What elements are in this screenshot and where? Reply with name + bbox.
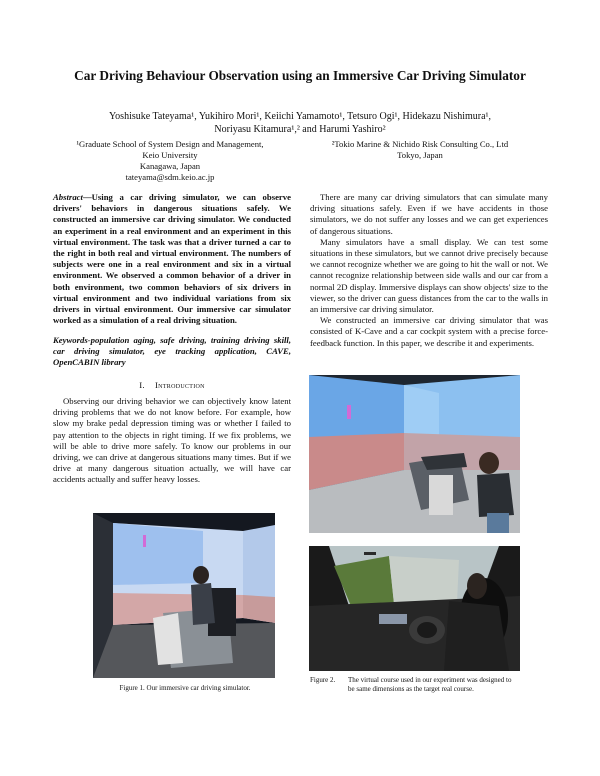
author-line-2: Noriyasu Kitamura¹,² and Harumi Yashiro² bbox=[214, 124, 386, 135]
section-title: Introduction bbox=[154, 380, 205, 390]
abstract bbox=[53, 192, 291, 326]
keywords-label: Keywords- bbox=[53, 335, 91, 345]
intro-right-column bbox=[310, 192, 548, 349]
figure-2-simulator-photo bbox=[309, 375, 520, 533]
figure-1-caption: Figure 1. Our immersive car driving simulator. bbox=[119, 684, 251, 692]
intro-paragraph-3: Many simulators have a small display. We can test some situations in these simulators, but we cannot drive precisely because we cannot recognize whether we are going to hit the wall or not. We cannot recognize relationship between side walls and our car from a normal 2D display. Immersive displays can show objects' size to the viewer, so the driver can guess distances from the car to the walls in an immersive car driving simulator. bbox=[310, 236, 548, 315]
abstract-label: Abstract bbox=[53, 192, 83, 202]
affiliation-2 bbox=[300, 139, 540, 161]
keywords-text: population aging, safe driving, training driving skill, car driving simulator, eye tracking application, CAVE, OpenCABIN library bbox=[53, 335, 291, 368]
abstract-text: —Using a car driving simulator, we can observe drivers' behaviors in dangerous situations safely. We constructed an immersive car driving simulator. We conducted an experiment in a real environment and an experiment in this virtual environment. The task was that a driver turned a car to the right in both real and virtual environment. The numbers of subjects were one in a real environment and six in a virtual environment. We observed a common behavior of a driver in both environment, two common behaviors of six drivers in virtual environment and two individual variations from six drivers in virtual environment. Our immersive car simulator worked as a simulation of a real driving situation. bbox=[53, 192, 291, 326]
affiliation-1-line: ¹Graduate School of System Design and Management, bbox=[76, 139, 264, 149]
author-email: tateyama@sdm.keio.ac.jp bbox=[125, 172, 215, 182]
real-car-interior-image bbox=[309, 546, 520, 671]
figure-2-caption-line-1: The virtual course used in our experiment was designed to bbox=[348, 676, 512, 684]
figure-2-caption bbox=[310, 676, 520, 694]
keywords bbox=[53, 335, 291, 369]
intro-paragraph-1: Observing our driving behavior we can objectively know latent driving problems that we do not know before. For example, how slow my brake pedal depression timing was or whether I failed to pay attention to the objects in right timing. If we fix problems, we will be able to drive more safely. To know our problems in our driving, we can drive at dangerous situations many times. But if we drive at many dangerous situation actually, we will have car accidents actually and suffer heavy losses. bbox=[53, 396, 291, 485]
affiliation-1-line: Kanagawa, Japan bbox=[139, 161, 201, 171]
affiliation-1 bbox=[55, 139, 285, 183]
figure-2-label: Figure 2. bbox=[310, 676, 336, 684]
author-list bbox=[45, 110, 555, 136]
author-line-1: Yoshisuke Tateyama¹, Yukihiro Mori¹, Keiichi Yamamoto¹, Tetsuro Ogi¹, Hidekazu Nishimura¹, bbox=[108, 111, 492, 122]
figure-2-real-car-photo bbox=[309, 546, 520, 671]
figure-1-photo bbox=[93, 513, 275, 678]
section-heading bbox=[53, 380, 291, 390]
affiliation-1-line: Keio University bbox=[142, 150, 198, 160]
immersive-simulator-image bbox=[93, 513, 275, 678]
figure-2-caption-line-2: be same dimensions as the target real course. bbox=[348, 685, 474, 693]
simulator-cave-image bbox=[309, 375, 520, 533]
affiliation-2-line: ²Tokio Marine & Nichido Risk Consulting Co., Ltd bbox=[331, 139, 509, 149]
affiliation-2-line: Tokyo, Japan bbox=[397, 150, 443, 160]
intro-paragraph-4: We constructed an immersive car driving simulator that was consisted of K-Cave and a car cockpit system with a precise force-feedback function. In this paper, we describe it and experiments. bbox=[310, 315, 548, 348]
intro-paragraph-2: There are many car driving simulators that can simulate many driving situations safely. Even if we have accidents in those simulators, we do not suffer any losses and we can get experiences of dangerous situations. bbox=[310, 192, 548, 236]
section-number: I. bbox=[139, 380, 145, 390]
paper-title: Car Driving Behaviour Observation using an Immersive Car Driving Simulator bbox=[74, 68, 526, 83]
